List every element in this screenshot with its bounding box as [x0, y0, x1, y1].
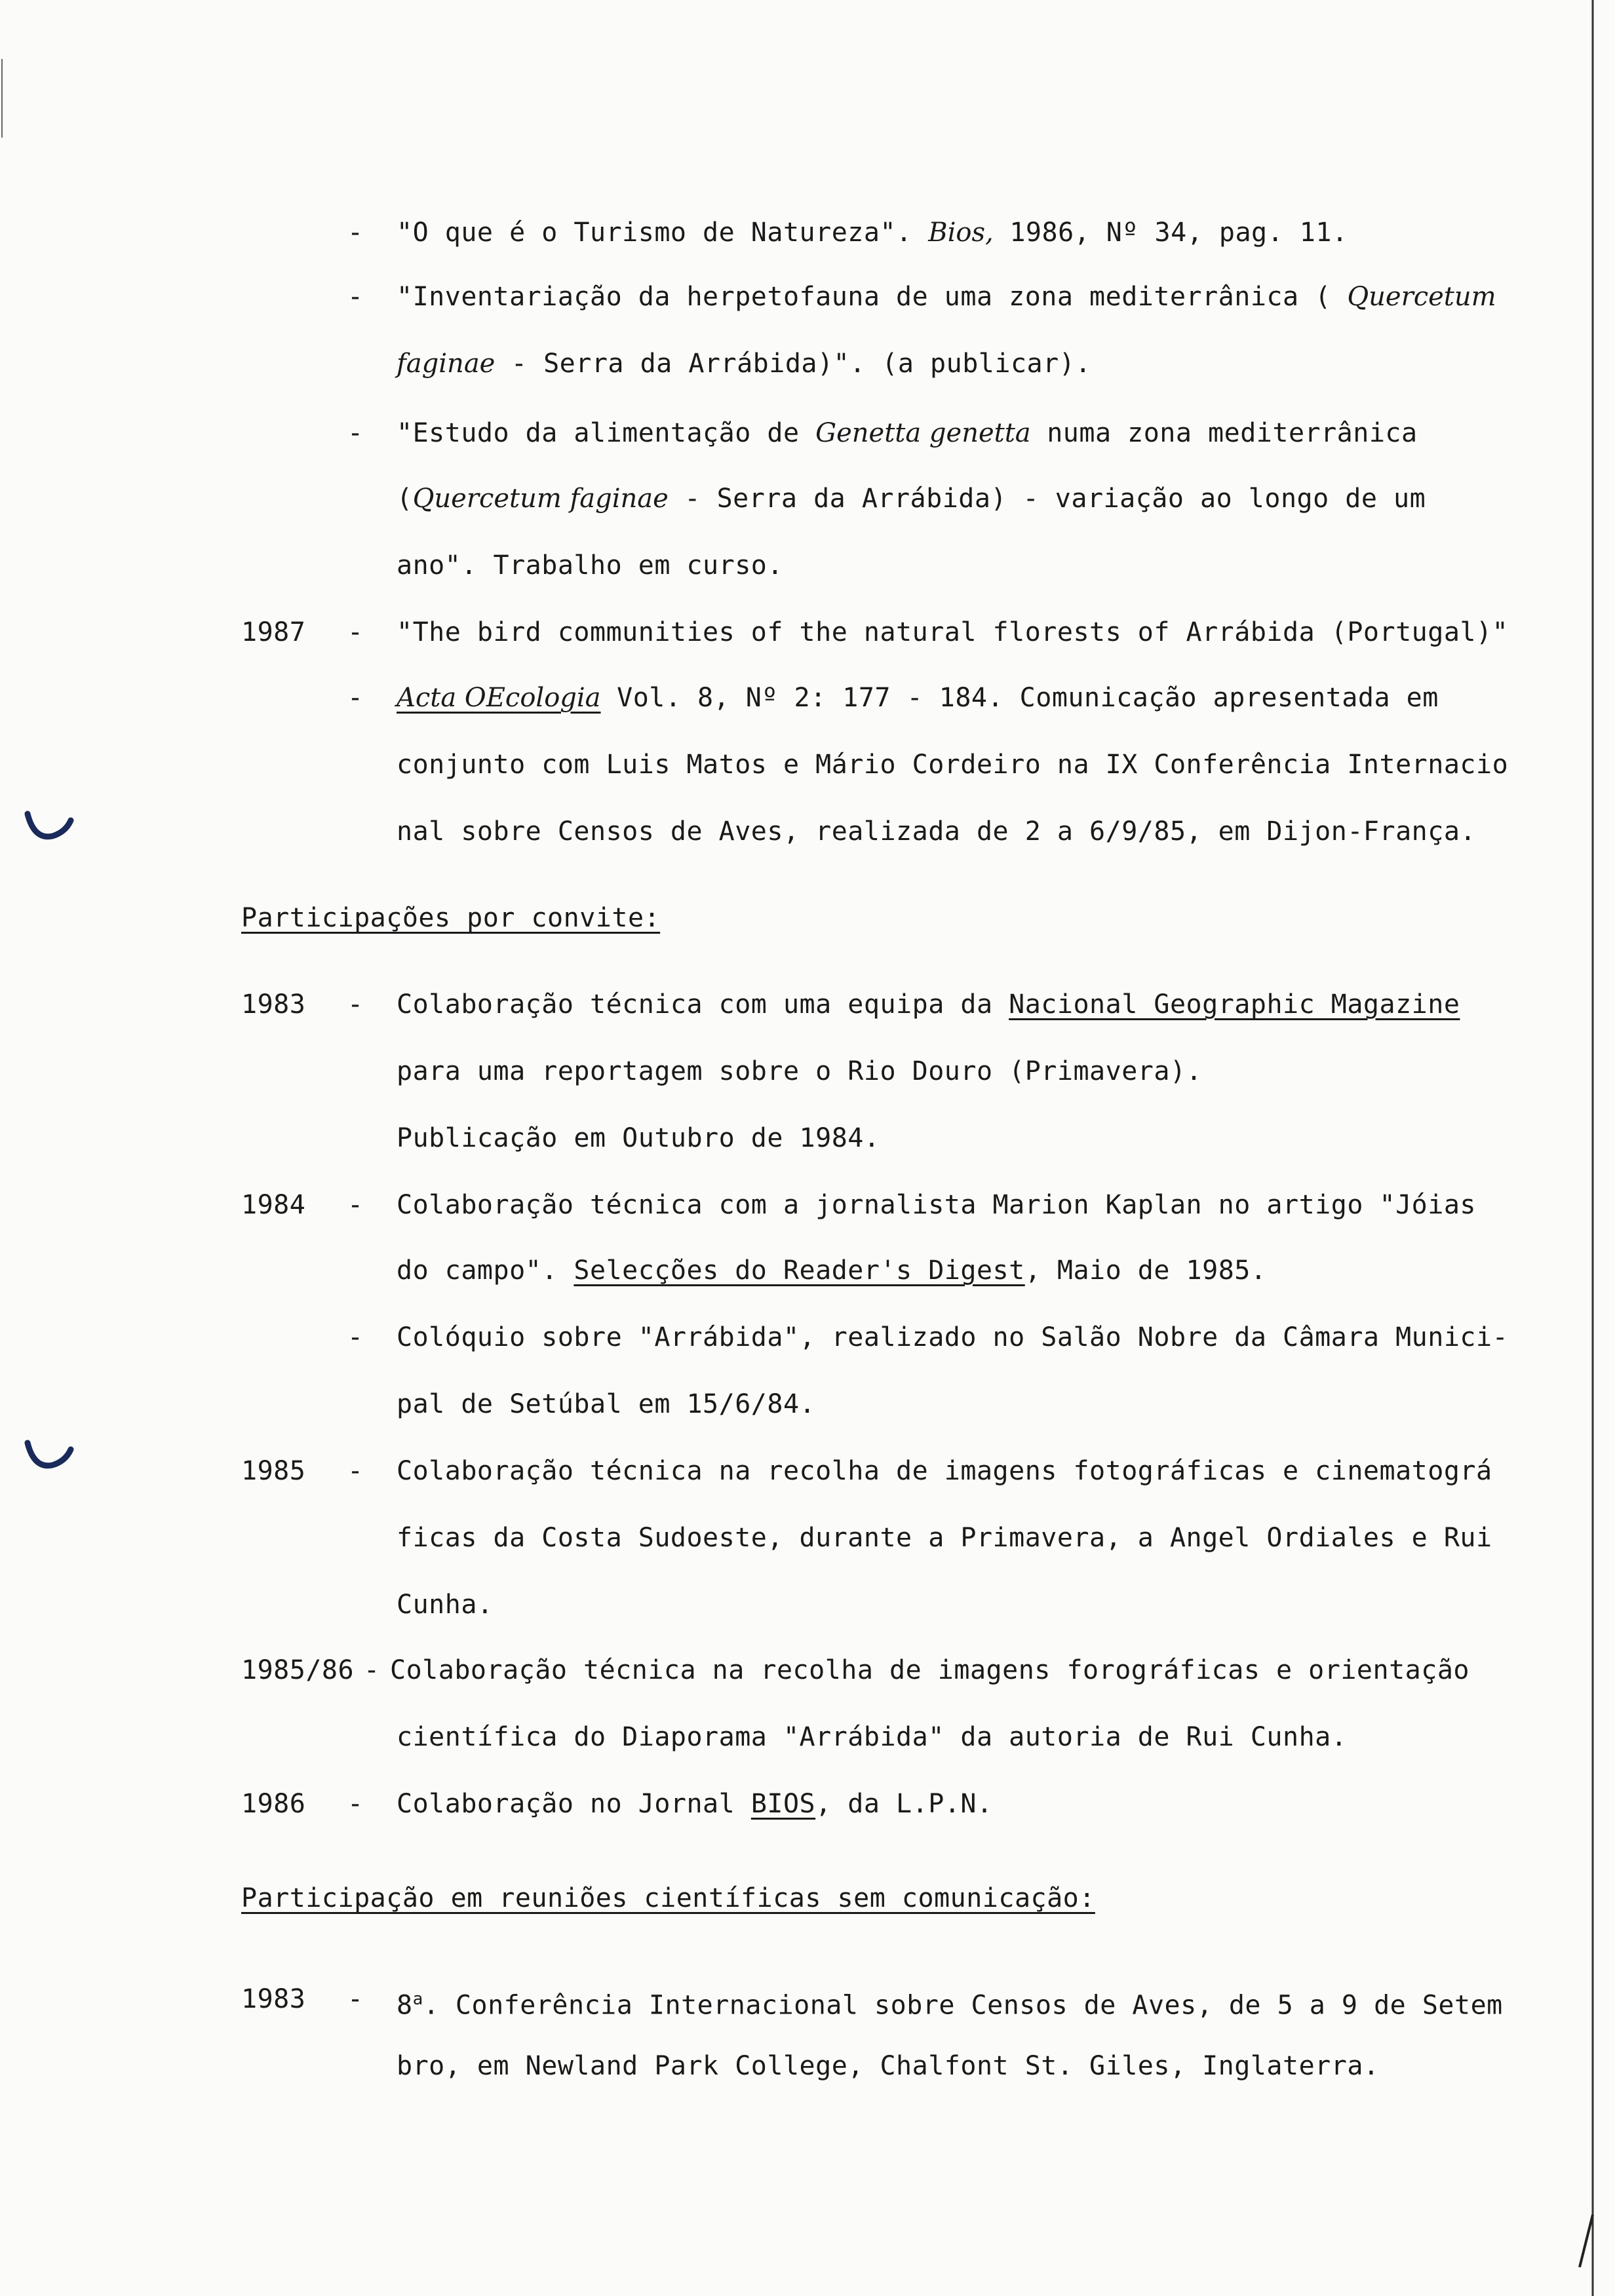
- publication-line: "Inventariação da herpetofauna de uma zona mediterrânica ( Quercetum: [397, 282, 1496, 312]
- list-dash: -: [347, 1322, 364, 1352]
- year-label: 1985: [241, 1456, 306, 1486]
- list-dash: -: [347, 1984, 364, 2014]
- list-dash: -: [364, 1655, 380, 1685]
- entry-line: científica do Diaporama "Arrábida" da autoria de Rui Cunha.: [397, 1722, 1348, 1752]
- page-edge-line: [1573, 0, 1599, 2296]
- year-label: 1986: [241, 1789, 306, 1819]
- entry-line: Publicação em Outubro de 1984.: [397, 1123, 880, 1153]
- publication-line: (Quercetum faginae - Serra da Arrábida) - variação ao longo de um: [397, 484, 1426, 514]
- section-heading-meetings: Participação em reuniões científicas sem comunicação:: [241, 1883, 1095, 1913]
- publication-line: "Estudo da alimentação de Genetta genetta numa zona mediterrânica: [397, 418, 1418, 448]
- year-label: 1985/86: [241, 1655, 355, 1685]
- list-dash: -: [347, 989, 364, 1020]
- entry-line: Colóquio sobre "Arrábida", realizado no Salão Nobre da Câmara Munici-: [397, 1322, 1509, 1352]
- publication-line: conjunto com Luis Matos e Mário Cordeiro na IX Conferência Internacio: [397, 750, 1509, 780]
- entry-line: 8$^a$. Conferência Internacional sobre Censos de Aves, de 5 a 9 de Setem: [397, 1989, 1503, 2021]
- publication-line: Acta OEcologia Vol. 8, Nº 2: 177 - 184. Comunicação apresentada em: [397, 683, 1439, 713]
- punch-hole-mark: [20, 806, 79, 852]
- entry-line: Colaboração técnica com a jornalista Marion Kaplan no artigo "Jóias: [397, 1190, 1476, 1220]
- publication-line: "The bird communities of the natural florests of Arrábida (Portugal)": [397, 617, 1509, 647]
- entry-line: Colaboração técnica com uma equipa da Nacional Geographic Magazine: [397, 989, 1460, 1020]
- list-dash: -: [347, 1456, 364, 1486]
- publication-line: "O que é o Turismo de Natureza". Bios, 1986, Nº 34, pag. 11.: [397, 218, 1348, 248]
- year-label: 1984: [241, 1190, 306, 1220]
- list-dash: -: [347, 218, 364, 248]
- entry-line: ficas da Costa Sudoeste, durante a Primavera, a Angel Ordiales e Rui: [397, 1523, 1492, 1553]
- publication-line: ano". Trabalho em curso.: [397, 550, 783, 581]
- year-label: 1983: [241, 989, 306, 1020]
- publication-line: faginae - Serra da Arrábida)". (a publicar).: [397, 349, 1091, 379]
- year-label: 1983: [241, 1984, 306, 2014]
- section-heading-invited: Participações por convite:: [241, 903, 661, 933]
- list-dash: -: [347, 418, 364, 448]
- list-dash: -: [347, 683, 364, 713]
- publication-line: nal sobre Censos de Aves, realizada de 2 a 6/9/85, em Dijon-França.: [397, 816, 1476, 847]
- list-dash: -: [347, 282, 364, 312]
- entry-line: do campo". Selecções do Reader's Digest, Maio de 1985.: [397, 1255, 1267, 1286]
- entry-line: bro, em Newland Park College, Chalfont St. Giles, Inglaterra.: [397, 2051, 1380, 2081]
- list-dash: -: [347, 617, 364, 647]
- entry-line: Colaboração no Jornal BIOS, da L.P.N.: [397, 1789, 993, 1819]
- punch-hole-mark: [20, 1435, 79, 1481]
- list-dash: -: [347, 1789, 364, 1819]
- entry-line: pal de Setúbal em 15/6/84.: [397, 1389, 816, 1419]
- entry-line: para uma reportagem sobre o Rio Douro (Primavera).: [397, 1056, 1203, 1086]
- entry-line: Colaboração técnica na recolha de imagens fotográficas e cinematográ: [397, 1456, 1492, 1486]
- year-label: 1987: [241, 617, 306, 647]
- entry-line: Cunha.: [397, 1590, 494, 1620]
- list-dash: -: [347, 1190, 364, 1220]
- page-edge-line: [0, 59, 7, 138]
- entry-line: Colaboração técnica na recolha de imagens forográficas e orientação: [390, 1655, 1469, 1685]
